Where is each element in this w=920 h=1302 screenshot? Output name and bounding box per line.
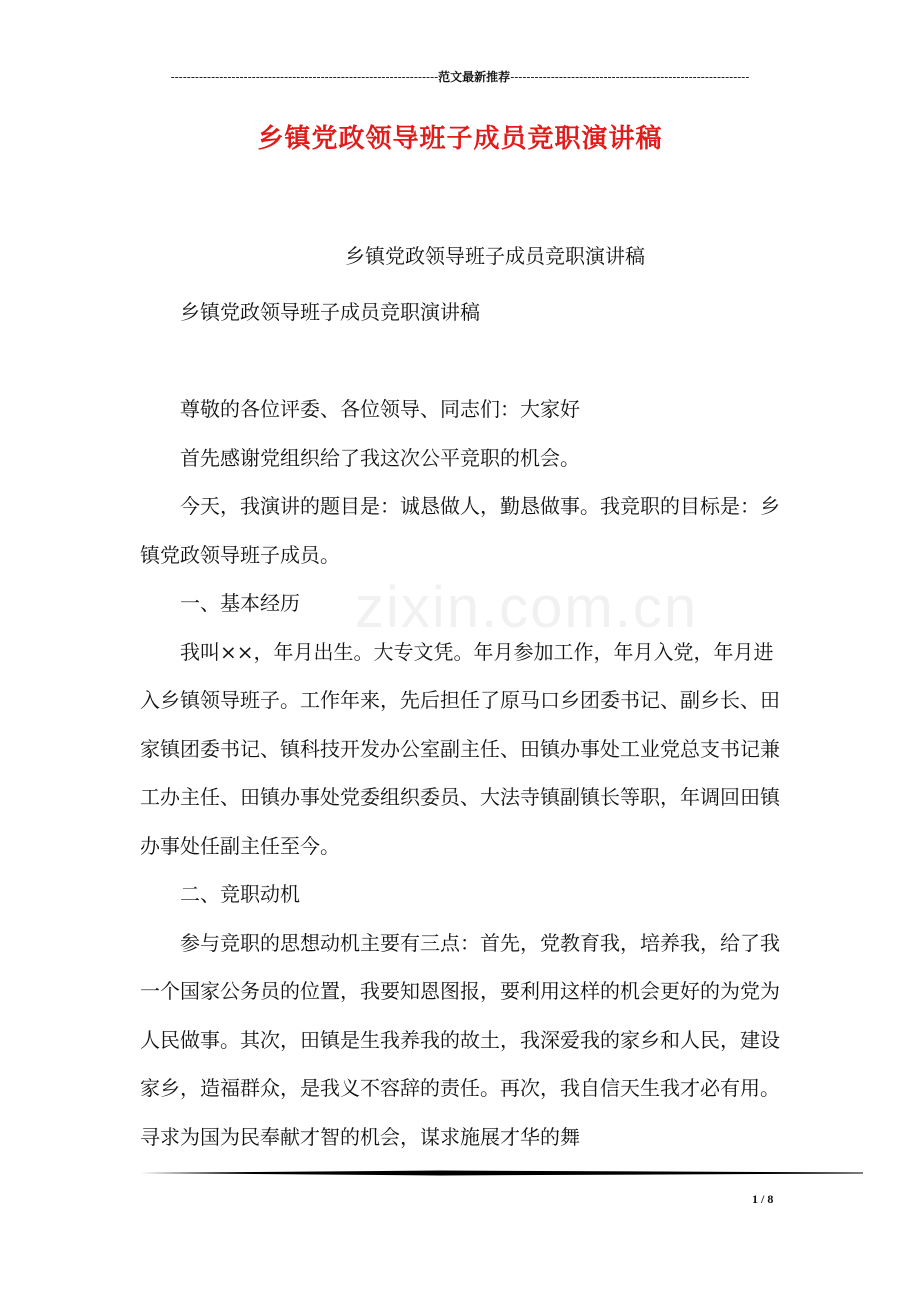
paragraph-motivation: 参与竞职的思想动机主要有三点：首先，党教育我，培养我，给了我一个国家公务员的位置，我要知恩图报，要利用这样的机会更好的为党为人民做事。其次，田镇是生我养我的故土，我深爱我的家乡和人民，建设家乡，造福群众，是我义不容辞的责任。再次，我自信天生我才必有用。寻求为国为民奉献才智的机会，谋求施展才华的舞	[140, 930, 780, 1149]
document-title: 乡镇党政领导班子成员竞职演讲稿	[257, 124, 663, 154]
header-dashes-right: -----------------------------------------------------------	[510, 70, 750, 84]
section-heading-motivation: 二、竞职动机	[180, 882, 300, 906]
header-dashes-left: ------------------------------------------------------------------	[170, 70, 439, 84]
header-label: 范文最新推荐	[438, 70, 511, 84]
paragraph-salutation: 尊敬的各位评委、各位领导、同志们：大家好	[180, 397, 580, 421]
section-heading-experience: 一、基本经历	[180, 591, 300, 615]
paragraph-thanks: 首先感谢党组织给了我这次公平竞职的机会。	[180, 445, 580, 470]
page-header	[0, 68, 920, 85]
paragraph-repeat-title: 乡镇党政领导班子成员竞职演讲稿	[180, 300, 480, 324]
watermark: zixin.com.cn	[355, 575, 699, 640]
document-body	[140, 288, 782, 1161]
page-number: 1 / 8	[752, 1192, 774, 1206]
paragraph-topic: 今天，我演讲的题目是：诚恳做人，勤恳做事。我竞职的目标是：乡镇党政领导班子成员。	[140, 494, 780, 567]
blank-line	[140, 337, 782, 386]
footer-rule	[140, 1170, 863, 1176]
document-subtitle: 乡镇党政领导班子成员竞职演讲稿	[345, 244, 645, 268]
paragraph-experience: 我叫××，年月出生。大专文凭。年月参加工作，年月入党，年月进入乡镇领导班子。工作年来，先后担任了原马口乡团委书记、副乡长、田家镇团委书记、镇科技开发办公室副主任、田镇办事处工业党总支书记兼工办主任、田镇办事处党委组织委员、大法寺镇副镇长等职，年调回田镇办事处任副主任至今。	[140, 639, 780, 858]
